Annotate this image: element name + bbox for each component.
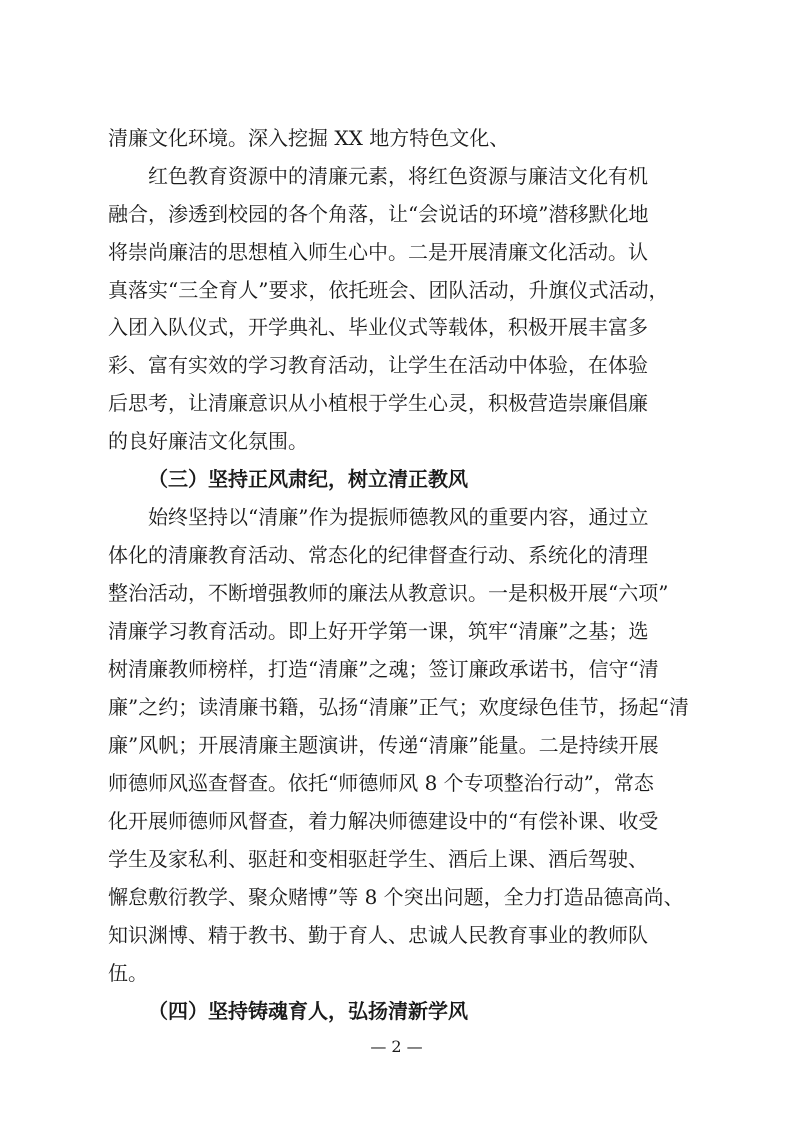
body-text-line: 树清廉教师榜样，打造“清廉”之魂；签订廉政承诺书，信守“清 <box>108 657 659 681</box>
body-text-line: 真落实“三全育人”要求，依托班会、团队活动，升旗仪式活动， <box>108 278 669 302</box>
section-heading: （三）坚持正风肃纪，树立清正教风 <box>148 467 468 491</box>
body-text-line: 伍。 <box>108 961 148 985</box>
body-text-line: 始终坚持以“清廉”作为提振师德教风的重要内容，通过立 <box>148 505 649 529</box>
body-text-line: 学生及家私利、驱赶和变相驱赶学生、酒后上课、酒后驾驶、 <box>108 847 648 871</box>
body-text-line: 融合，渗透到校园的各个角落，让“会说话的环境”潜移默化地 <box>108 202 649 226</box>
body-text-line: 整治活动，不断增强教师的廉法从教意识。一是积极开展“六项” <box>108 581 669 605</box>
section-heading: （四）坚持铸魂育人，弘扬清新学风 <box>148 999 468 1023</box>
body-text-line: 廉”之约；读清廉书籍，弘扬“清廉”正气；欢度绿色佳节，扬起“清 <box>108 695 689 719</box>
body-text-line: 化开展师德师风督查，着力解决师德建设中的“有偿补课、收受 <box>108 809 659 833</box>
body-text-line: 懈怠敷衍教学、聚众赌博”等 8 个突出问题，全力打造品德高尚、 <box>108 885 684 909</box>
body-text-line: 的良好廉洁文化氛围。 <box>108 429 308 453</box>
body-text-line: 红色教育资源中的清廉元素，将红色资源与廉洁文化有机 <box>148 164 648 188</box>
body-text-line: 入团入队仪式，开学典礼、毕业仪式等载体，积极开展丰富多 <box>108 315 648 339</box>
body-text-line: 师德师风巡查督查。依托“师德师风 8 个专项整治行动”，常态 <box>108 771 654 795</box>
body-text-line: 后思考，让清廉意识从小植根于学生心灵，积极营造崇廉倡廉 <box>108 391 648 415</box>
body-text-line: 知识渊博、精于教书、勤于育人、忠诚人民教育事业的教师队 <box>108 923 648 947</box>
body-text-line: 将崇尚廉洁的思想植入师生心中。二是开展清廉文化活动。认 <box>108 240 648 264</box>
body-text-line: 清廉学习教育活动。即上好开学第一课，筑牢“清廉”之基；选 <box>108 619 649 643</box>
body-text-line: 体化的清廉教育活动、常态化的纪律督查行动、系统化的清理 <box>108 543 648 567</box>
body-text-line: 廉”风帆；开展清廉主题演讲，传递“清廉”能量。二是持续开展 <box>108 733 659 757</box>
body-text-line: 清廉文化环境。深入挖掘 XX 地方特色文化、 <box>108 126 510 150</box>
page-number: — 2 — <box>370 1037 423 1056</box>
body-text-line: 彩、富有实效的学习教育活动，让学生在活动中体验，在体验 <box>108 353 648 377</box>
